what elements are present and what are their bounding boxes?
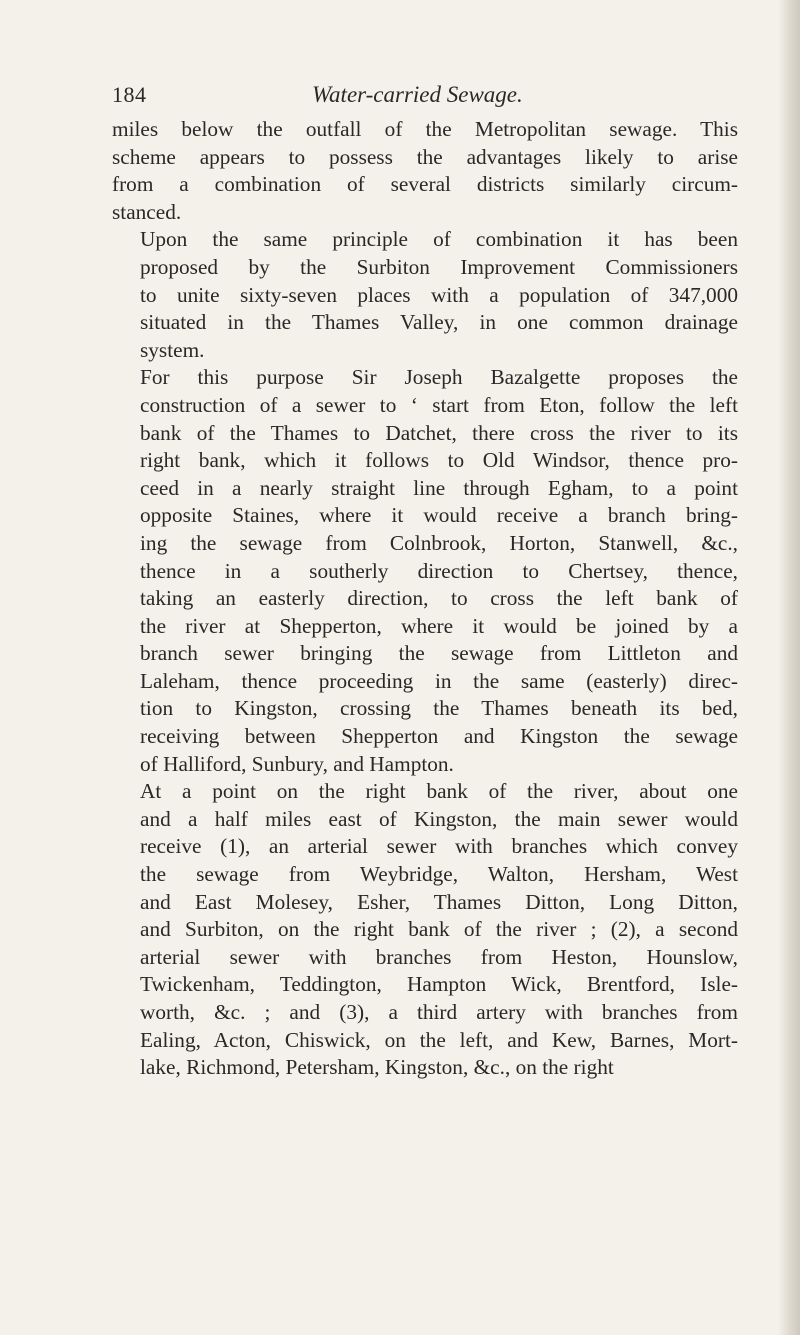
text-line: and a half miles east of Kingston, the main sewer would <box>140 806 738 831</box>
text-line: Ealing, Acton, Chiswick, on the left, and Kew, Barnes, Mort- <box>140 1027 738 1052</box>
text-line: Upon the same principle of combination it has been <box>140 227 738 252</box>
text-line: lake, Richmond, Petersham, Kingston, &c., on the right <box>140 1055 614 1080</box>
text-line: to unite sixty-seven places with a population of 347,000 <box>140 282 738 307</box>
text-line: of Halliford, Sunbury, and Hampton. <box>140 751 454 776</box>
text-line: scheme appears to possess the advantages likely to arise <box>112 144 738 169</box>
text-line: taking an easterly direction, to cross the left bank of <box>140 586 738 611</box>
text-line: and Surbiton, on the right bank of the river ; (2), a second <box>140 917 738 942</box>
text-line: worth, &c. ; and (3), a third artery with branches from <box>140 1000 738 1024</box>
paragraph <box>112 116 738 226</box>
text-line: thence in a southerly direction to Chertsey, thence, <box>140 558 738 583</box>
text-line: and East Molesey, Esher, Thames Ditton, Long Ditton, <box>140 889 738 914</box>
text-line: ceed in a nearly straight line through Egham, to a point <box>140 475 738 500</box>
page-edge-shadow <box>778 0 800 1335</box>
text-line: Laleham, thence proceeding in the same (easterly) direc- <box>140 668 738 693</box>
paragraph <box>112 226 738 364</box>
text-line: Twickenham, Teddington, Hampton Wick, Brentford, Isle- <box>140 972 738 997</box>
text-line: right bank, which it follows to Old Windsor, thence pro- <box>140 448 738 473</box>
text-line: branch sewer bringing the sewage from Littleton and <box>140 641 738 666</box>
text-line: proposed by the Surbiton Improvement Commissioners <box>140 254 738 279</box>
running-head: Water-carried Sewage. <box>312 82 523 107</box>
body-text <box>112 116 738 1082</box>
text-line: construction of a sewer to ‘ start from Eton, follow the left <box>140 392 738 417</box>
text-line: system. <box>140 337 205 362</box>
text-line: miles below the outfall of the Metropolitan sewage. This <box>112 117 738 141</box>
text-line: receive (1), an arterial sewer with branches which convey <box>140 834 738 859</box>
paragraph <box>112 364 738 778</box>
page-number: 184 <box>112 82 147 107</box>
text-line: bank of the Thames to Datchet, there cross the river to its <box>140 420 738 445</box>
text-line: from a combination of several districts similarly circum- <box>112 172 738 197</box>
text-line: For this purpose Sir Joseph Bazalgette proposes the <box>140 365 738 390</box>
text-line: situated in the Thames Valley, in one common drainage <box>140 310 738 335</box>
text-line: receiving between Shepperton and Kingston the sewage <box>140 724 738 749</box>
text-line: opposite Staines, where it would receive a branch bring- <box>140 503 738 528</box>
text-line: ing the sewage from Colnbrook, Horton, Stanwell, &c., <box>140 530 738 555</box>
text-line: stanced. <box>112 199 182 224</box>
text-line: the river at Shepperton, where it would be joined by a <box>140 613 738 638</box>
paragraph <box>112 778 738 1082</box>
text-line: tion to Kingston, crossing the Thames beneath its bed, <box>140 696 738 721</box>
text-line: the sewage from Weybridge, Walton, Hersham, West <box>140 862 738 887</box>
text-line: At a point on the right bank of the river, about one <box>140 779 738 804</box>
text-line: arterial sewer with branches from Heston, Hounslow, <box>140 944 738 969</box>
